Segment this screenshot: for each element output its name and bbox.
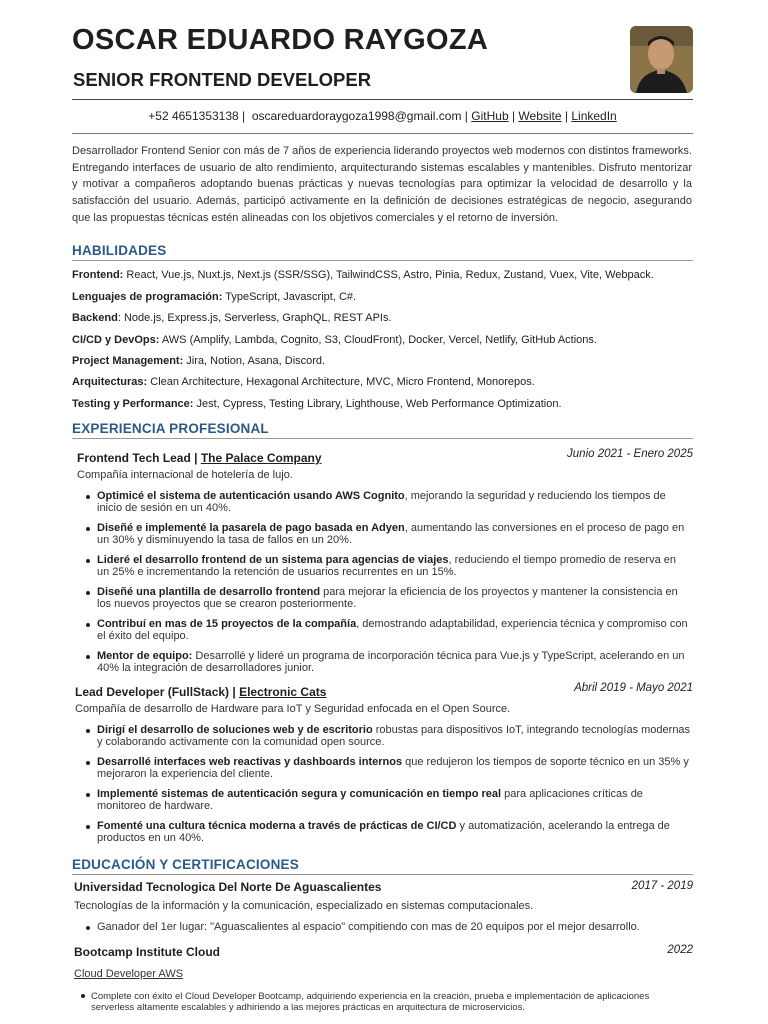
list-item: Diseñé una plantilla de desarrollo frontend para mejorar la eficiencia de los proyectos y mantener la consistencia en los nuevos proyectos que se crearon posteriormente.	[97, 587, 691, 610]
skill-row: Frontend: React, Vue.js, Nuxt.js, Next.js (SSR/SSG), TailwindCSS, Astro, Pinia, Redux, Zustand, Vuex, Vite, Webpack.	[72, 269, 654, 281]
experience-divider	[72, 438, 693, 439]
school-name: Bootcamp Institute Cloud	[74, 945, 220, 959]
list-item: Contribuí en mas de 15 proyectos de la compañía, demostrando adaptabilidad, experiencia técnica y compromiso con el éxito del equipo.	[97, 619, 691, 642]
list-item: Mentor de equipo: Desarrollé y lideré un programa de incorporación técnica para Vue.js y TypeScript, acelerando en un 40% la integración de desarrolladores junior.	[97, 651, 691, 674]
skill-row: Project Management: Jira, Notion, Asana, Discord.	[72, 355, 326, 367]
experience-heading: EXPERIENCIA PROFESIONAL	[72, 421, 269, 436]
company-link[interactable]: Electronic Cats	[239, 685, 327, 699]
company-link[interactable]: The Palace Company	[200, 451, 322, 465]
school-dates: 2022	[667, 944, 693, 956]
candidate-role: SENIOR FRONTEND DEVELOPER	[73, 69, 372, 90]
list-item: Complete con éxito el Cloud Developer Bootcamp, adquiriendo experiencia en la creación, prueba e implementación de aplicaciones serverless altamente escalables y adhiriendo a las mejores prácticas en arquitectura de microservicios.	[91, 991, 691, 1013]
github-link[interactable]: GitHub	[471, 109, 509, 123]
skill-row: Arquitecturas: Clean Architecture, Hexagonal Architecture, MVC, Micro Frontend, Monorepos.	[72, 376, 535, 388]
header-divider	[72, 99, 693, 100]
school-dates: 2017 - 2019	[631, 880, 693, 892]
linkedin-link[interactable]: LinkedIn	[571, 109, 617, 123]
list-item: Lideré el desarrollo frontend de un sistema para agencias de viajes, reduciendo el tiempo promedio de reserva en un 25% e incrementando la retención de usuarios recurrentes en un 15%.	[97, 555, 691, 578]
contact-phone: +52 4651353138	[148, 109, 239, 123]
contact-bar: +52 4651353138 | oscareduardoraygoza1998@gmail.com | GitHub | Website | LinkedIn	[148, 109, 617, 123]
certification-link[interactable]: Cloud Developer AWS	[74, 968, 184, 980]
list-item: Desarrollé interfaces web reactivas y dashboards internos que redujeron los tiempos de soporte técnico en un 35% y mejoraron la experiencia del cliente.	[97, 757, 691, 780]
contact-email[interactable]: oscareduardoraygoza1998@gmail.com	[251, 109, 462, 123]
job-dates: Junio 2021 - Enero 2025	[567, 448, 693, 460]
candidate-name: OSCAR EDUARDO RAYGOZA	[72, 24, 489, 56]
profile-summary: Desarrollador Frontend Senior con más de 7 años de experiencia liderando proyectos web modernos con distintos frameworks. Entregando interfaces de usuario de alto rendimiento, arquitecturando sistemas escalables y mantenibles. Disfruto mentorizar y motivar a compañeros adoptando buenas prácticas y nuevas tecnologías para optimizar la velocidad de desarrollo y la satisfacción del usuario. Además, participó activamente en la definición de decisiones estratégicas de negocio, asegurando que las propuestas técnicas estén alineadas con los objetivos comerciales y el retorno de inversión.	[72, 145, 692, 224]
list-item: Ganador del 1er lugar: "Aguascalientes al espacio" compitiendo con mas de 20 equipos por el mejor desarrollo.	[97, 922, 691, 934]
skill-row: Testing y Performance: Jest, Cypress, Testing Library, Lighthouse, Web Performance Optimization.	[72, 398, 562, 410]
skills-divider	[72, 260, 693, 261]
skill-row: Lenguajes de programación: TypeScript, Javascript, C#.	[72, 291, 357, 303]
school-description: Tecnologías de la información y la comunicación, especializado en sistemas computacionales.	[74, 900, 534, 912]
skill-row: CI/CD y DevOps: AWS (Amplify, Lambda, Cognito, S3, CloudFront), Docker, Vercel, Netlify, GitHub Actions.	[72, 334, 597, 346]
education-divider	[72, 874, 693, 875]
avatar-icon	[630, 26, 693, 93]
contact-divider	[72, 133, 693, 134]
website-link[interactable]: Website	[518, 109, 562, 123]
job-description: Compañía internacional de hotelería de lujo.	[77, 469, 293, 481]
profile-photo	[630, 26, 693, 93]
list-item: Diseñé e implementé la pasarela de pago basada en Adyen, aumentando las conversiones en el proceso de pago en un 30% y disminuyendo la tasa de fallos en un 20%.	[97, 523, 691, 546]
list-item: Fomenté una cultura técnica moderna a través de prácticas de CI/CD y automatización, acelerando la entrega de productos en un 40%.	[97, 821, 691, 844]
list-item: Optimicé el sistema de autenticación usando AWS Cognito, mejorando la seguridad y reduciendo los tiempos de inicio de sesión en un 40%.	[97, 491, 691, 514]
job-title: Frontend Tech Lead | The Palace Company	[77, 451, 322, 465]
job-description: Compañía de desarrollo de Hardware para IoT y Seguridad enfocada en el Open Source.	[75, 703, 511, 715]
job-dates: Abril 2019 - Mayo 2021	[574, 682, 693, 694]
list-item: Implementé sistemas de autenticación segura y comunicación en tiempo real para aplicaciones críticas de monitoreo de hardware.	[97, 789, 691, 812]
skills-heading: HABILIDADES	[72, 243, 167, 258]
job-title: Lead Developer (FullStack) | Electronic Cats	[75, 685, 327, 699]
education-heading: EDUCACIÓN Y CERTIFICACIONES	[72, 857, 299, 872]
school-name: Universidad Tecnologica Del Norte De Aguascalientes	[74, 880, 382, 894]
list-item: Dirigí el desarrollo de soluciones web y de escritorio robustas para dispositivos IoT, integrando tecnologías modernas y colaborando activamente con la comunidad open source.	[97, 724, 691, 748]
skill-row: Backend: Node.js, Express.js, Serverless, GraphQL, REST APIs.	[72, 312, 392, 324]
